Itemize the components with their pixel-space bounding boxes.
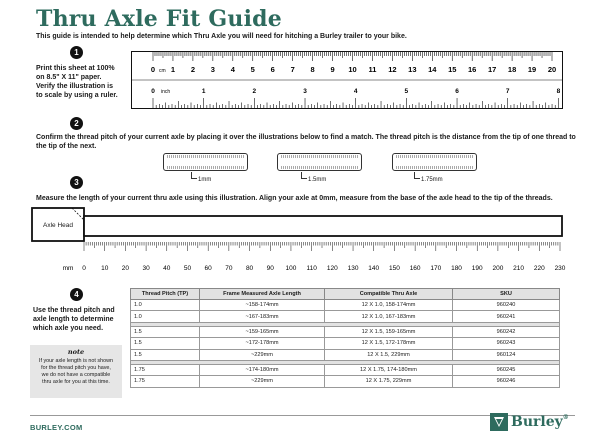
table-cell-tp: 1.75 [131,364,200,375]
table-row [131,338,560,349]
inch-label: 5 [404,88,409,95]
mm-label: 10 [101,265,109,272]
table-cell-length: ~229mm [200,349,325,360]
brand-name: Burley [511,414,563,430]
column-header: Compatible Thru Axle [325,289,453,300]
ruler-graphic [132,52,562,108]
cm-label: 19 [527,65,537,74]
mm-label: 120 [326,265,338,272]
pitch-bracket [414,172,420,179]
table-cell-length: ~167-183mm [200,311,325,322]
step-1-line: Print this sheet at 100% [36,65,115,72]
mm-label: 210 [513,265,525,272]
axle-measure-graphic [28,203,573,278]
inch-label: 3 [303,88,307,95]
cm-label: 14 [428,65,437,74]
note-line: we do not have a compatible [41,372,111,378]
table-cell-length: ~158-174mm [200,300,325,311]
mm-label: 50 [183,265,192,272]
cm-label: 7 [290,65,295,74]
step-1-text [36,64,118,100]
mm-label: 110 [306,265,317,272]
note-line: If your axle length is not shown [38,358,113,364]
mm-label: 30 [142,265,150,272]
cm-label: 17 [487,65,497,74]
cm-label: 20 [547,65,557,74]
table-cell-length: ~159-165mm [200,326,325,337]
mm-label: 100 [285,265,297,272]
cm-label: 16 [468,65,477,74]
cm-label: 5 [250,65,255,74]
cm-label: 2 [190,65,195,74]
intro-text: This guide is intended to help determine which Thru Axle you will need for hitching a Burley trailer to your bike. [36,33,407,40]
table-cell-tp: 1.5 [131,349,200,360]
cm-label: 3 [210,65,215,74]
mm-label: 170 [430,265,442,272]
table-header-row [131,289,560,300]
table-cell-axle: 12 X 1.5, 159-165mm [325,326,453,337]
inch-label: 1 [201,88,206,95]
thread-pitch-label: 1mm [198,177,212,183]
step-4-badge: 4 [70,288,83,301]
cm-label: 1 [170,65,176,74]
mm-label: 180 [451,265,462,272]
table-cell-tp: 1.75 [131,376,200,387]
step-1-badge: 1 [70,46,83,59]
step-4-line: axle length to determine [33,316,114,323]
column-header: Frame Measured Axle Length [200,289,325,300]
cm-label: 18 [507,65,517,74]
mm-label: 20 [121,265,130,272]
inch-label: 8 [556,88,561,95]
thread-pitch-label: 1.75mm [421,177,443,183]
cm-label: 8 [310,65,315,74]
table-cell-tp: 1.5 [131,326,200,337]
step-4-text [33,306,115,333]
table-cell-axle: 12 X 1.75, 229mm [325,376,453,387]
table-cell-axle: 12 X 1.0, 158-174mm [325,300,453,311]
inch-label: 4 [353,88,358,95]
mm-label: 0 [82,265,86,272]
axle-rod [84,216,562,236]
table-cell-sku: 960243 [453,338,560,349]
table-cell-tp: 1.0 [131,300,200,311]
cm-label: 4 [230,65,235,74]
table-cell-axle: 12 X 1.0, 167-183mm [325,311,453,322]
table-cell-length: ~229mm [200,376,325,387]
table-cell-sku: 960242 [453,326,560,337]
mm-label: 70 [225,265,233,272]
table-cell-sku: 960241 [453,311,560,322]
cm-label: 12 [388,65,397,74]
mm-label: 150 [389,265,400,272]
note-line: for the thread pitch you have, [41,365,111,371]
step-1-line: on 8.5" X 11" paper. [36,74,102,81]
mm-label: 130 [347,265,359,272]
table-row [131,349,560,360]
burley-logo-icon [490,413,508,431]
table-cell-axle: 12 X 1.5, 229mm [325,349,453,360]
table-cell-tp: 1.0 [131,311,200,322]
mm-label: 60 [204,265,212,272]
mm-label: 200 [492,265,504,272]
footer-url[interactable]: BURLEY.COM [30,423,83,432]
table-cell-sku: 960124 [453,349,560,360]
inch-label: 6 [455,88,459,95]
inch-label: 7 [505,88,510,95]
table-row [131,364,560,375]
mm-label: 40 [163,265,171,272]
cm-label: 9 [330,65,335,74]
cm-label: 15 [448,65,457,74]
axle-fit-table [130,288,560,388]
registered-mark: ® [562,414,569,421]
step-3-badge: 3 [70,176,83,189]
cm-label: 13 [408,65,417,74]
step-2-badge: 2 [70,117,83,130]
table-cell-sku: 960245 [453,364,560,375]
page-title: Thru Axle Fit Guide [36,6,282,32]
cm-label: 10 [348,65,357,74]
mm-label: 140 [368,265,380,272]
step-4-line: Use the thread pitch and [33,307,115,314]
pitch-bracket [191,172,197,179]
table-cell-sku: 960246 [453,376,560,387]
table-row [131,300,560,311]
mm-unit: mm [62,265,74,272]
table-cell-sku: 960240 [453,300,560,311]
mm-label: 220 [533,265,545,272]
cm-label: 0 [150,65,156,74]
thread-pitch-1-75mm [392,153,477,171]
thread-pitch-label: 1.5mm [308,177,327,183]
table-cell-axle: 12 X 1.75, 174-180mm [325,364,453,375]
cm-label: 11 [368,65,377,74]
axle-head-label: Axle Head [43,222,73,229]
table-cell-length: ~174-180mm [200,364,325,375]
scale-ruler [131,51,563,109]
note-line: thru axle for you at this time. [42,379,110,385]
thread-pitch-1mm [163,153,248,171]
step-4-line: which axle you need. [33,325,104,332]
step-1-line: Verify the illustration is [36,83,114,90]
mm-label: 230 [554,265,566,272]
note-box [30,345,122,398]
table-cell-axle: 12 X 1.5, 172-178mm [325,338,453,349]
inch-unit: inch [161,89,171,95]
inch-label: 0 [151,88,155,95]
pitch-bracket [301,172,307,179]
table-row [131,311,560,322]
mm-label: 190 [471,265,483,272]
thread-pitch-1-5mm [277,153,362,171]
step-3-text: Measure the length of your current thru axle using this illustration. Align your axle at 0mm, measure from the base of the axle head to the tip of the threads. [36,195,553,202]
table-cell-length: ~172-178mm [200,338,325,349]
table-row [131,326,560,337]
note-heading: note [67,348,85,356]
burley-wordmark [511,414,569,430]
column-header: Thread Pitch (TP) [131,289,200,300]
mm-label: 160 [409,265,421,272]
column-header: SKU [453,289,560,300]
mm-label: 80 [245,265,254,272]
table-row [131,376,560,387]
table-cell-tp: 1.5 [131,338,200,349]
mm-label: 90 [266,265,274,272]
cm-unit: cm [159,68,166,74]
inch-label: 2 [252,88,257,95]
step-2-text: Confirm the thread pitch of your current axle by placing it over the illustrations below to find a match. The thread pitch is the distance from the tip of one thread to the tip of the next. [36,134,576,150]
cm-label: 6 [270,65,275,74]
step-1-line: to scale by using a ruler. [36,92,118,99]
